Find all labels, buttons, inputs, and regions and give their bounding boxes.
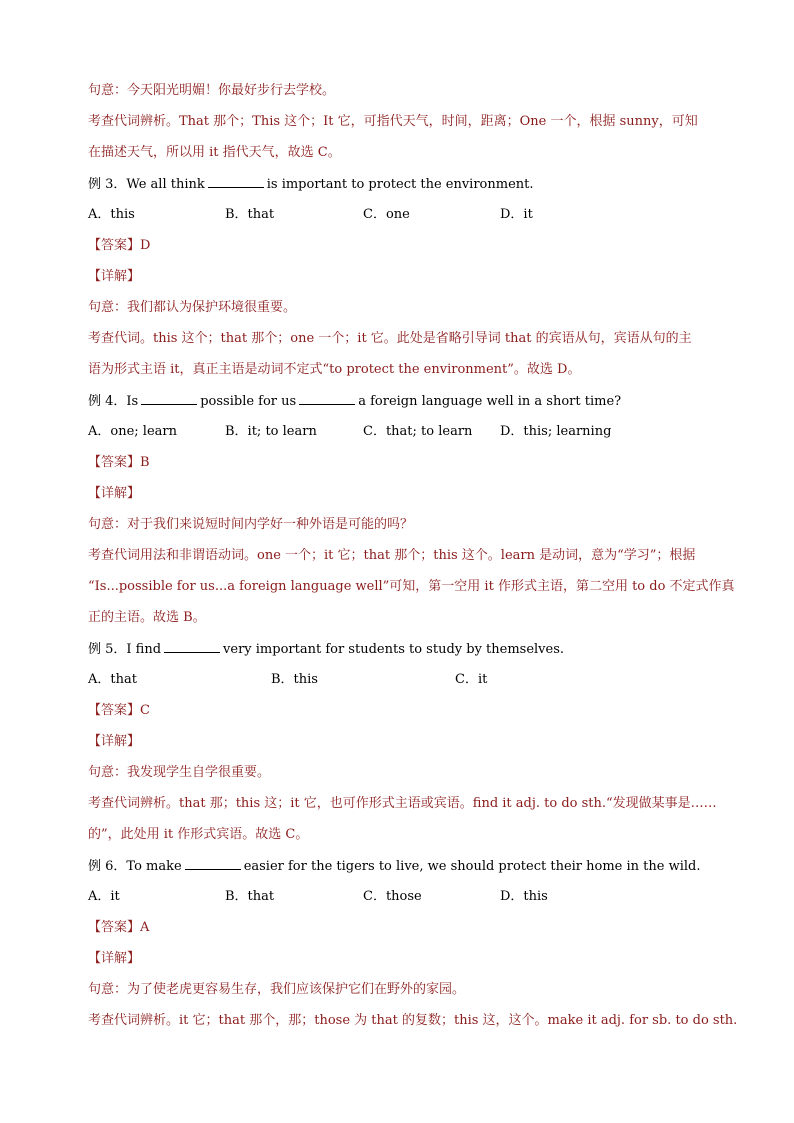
explanation-line: 考查代词辨析。that 那；this 这；it 它，也可作形式主语或宾语。find it adj. to do sth.“发现做某事是…… [88, 796, 717, 811]
document-page [88, 80, 738, 1041]
explanation-line: 考查代词。this 这个；that 那个；one 一个；it 它。此处是省略引导词 that 的宾语从句，宾语从句的主 [88, 331, 692, 346]
question-text: a foreign language well in a short time? [358, 394, 622, 409]
option-b: B．it; to learn [225, 424, 317, 439]
question-example-3 [88, 173, 713, 204]
explanation-line: “Is...possible for us...a foreign language well”可知，第一空用 it 作形式主语，第二空用 to do 不定式作真 [88, 579, 735, 594]
question-example-4 [88, 390, 713, 421]
option-a: A．this [88, 207, 135, 222]
detail-label: 【详解】 [88, 734, 141, 749]
option-b: B．that [225, 207, 275, 222]
option-b: B．that [225, 889, 275, 904]
question-text: 例 6．To make [88, 859, 182, 874]
question-text: 例 4．Is [88, 394, 139, 409]
explanation-line: 的”，此处用 it 作形式宾语。故选 C。 [88, 827, 309, 842]
question-text: very important for students to study by themselves. [223, 642, 565, 657]
option-a: A．that [88, 672, 137, 687]
explanation-line: 在描述天气，所以用 it 指代天气，故选 C。 [88, 145, 341, 160]
explanation-line: 考查代词辨析。it 它；that 那个，那；those 为 that 的复数；this 这，这个。make it adj. for sb. to do sth. [88, 1013, 738, 1028]
option-a: A．it [88, 889, 120, 904]
explanation-line: 考查代词辨析。That 那个；This 这个；It 它，可指代天气，时间，距离；One 一个，根据 sunny，可知 [88, 114, 698, 129]
options-example-4 [88, 421, 713, 452]
explanation-line: 考查代词用法和非谓语动词。one 一个；it 它；that 那个；this 这个。learn 是动词，意为“学习”；根据 [88, 548, 696, 563]
explanation-line: 语为形式主语 it，真正主语是动词不定式“to protect the environment”。故选 D。 [88, 362, 581, 377]
question-text: easier for the tigers to live, we should protect their home in the wild. [243, 859, 701, 874]
options-example-3 [88, 204, 713, 235]
question-example-5 [88, 638, 713, 669]
detail-label: 【详解】 [88, 269, 141, 284]
explanation-line: 正的主语。故选 B。 [88, 610, 206, 625]
answer-blank [141, 390, 197, 405]
option-c: C．it [455, 672, 488, 687]
sentence-meaning: 句意：对于我们来说短时间内学好一种外语是可能的吗？ [88, 517, 414, 532]
answer-blank [185, 855, 241, 870]
option-d: D．this [500, 889, 548, 904]
option-d: D．this; learning [500, 424, 612, 439]
sentence-meaning: 句意：我发现学生自学很重要。 [88, 765, 271, 780]
options-example-6 [88, 886, 713, 917]
sentence-meaning: 句意：今天阳光明媚！你最好步行去学校。 [88, 83, 336, 98]
sentence-meaning: 句意：为了使老虎更容易生存，我们应该保护它们在野外的家园。 [88, 982, 466, 997]
answer-blank [208, 173, 264, 188]
detail-label: 【详解】 [88, 951, 141, 966]
options-example-5 [88, 669, 713, 700]
answer-label: 【答案】D [88, 238, 151, 253]
answer-label: 【答案】C [88, 703, 150, 718]
option-c: C．one [363, 207, 410, 222]
question-text: 例 3．We all think [88, 177, 205, 192]
question-text: possible for us [200, 394, 297, 409]
option-d: D．it [500, 207, 533, 222]
option-c: C．those [363, 889, 422, 904]
answer-blank [164, 638, 220, 653]
option-b: B．this [271, 672, 318, 687]
question-example-6 [88, 855, 713, 886]
option-a: A．one; learn [88, 424, 177, 439]
answer-blank [299, 390, 355, 405]
answer-label: 【答案】B [88, 455, 150, 470]
question-text: is important to protect the environment. [266, 177, 534, 192]
option-c: C．that; to learn [363, 424, 473, 439]
sentence-meaning: 句意：我们都认为保护环境很重要。 [88, 300, 297, 315]
detail-label: 【详解】 [88, 486, 141, 501]
answer-label: 【答案】A [88, 920, 150, 935]
question-text: 例 5．I find [88, 642, 162, 657]
